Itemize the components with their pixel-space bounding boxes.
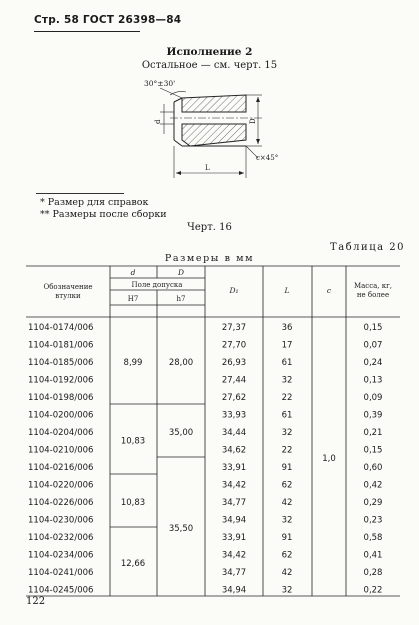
cell-L: 61	[281, 358, 293, 368]
table-name: Таблица 20	[330, 242, 405, 253]
table-units: Размеры в мм	[164, 253, 255, 264]
cell-d1: 27,70	[221, 340, 247, 351]
cell-designation: 1104-0204/006	[28, 428, 94, 438]
cell-d1: 34,42	[221, 480, 247, 491]
cell-d1: 34,94	[221, 585, 247, 596]
cell-designation: 1104-0226/006	[28, 498, 94, 508]
cell-d1: 34,77	[221, 498, 247, 508]
cell-d: 12,66	[120, 559, 146, 569]
cell-d1: 27,44	[221, 375, 247, 386]
cell-d1: 33,91	[221, 463, 247, 473]
hdr-D1: D₁	[229, 286, 239, 295]
hdr-designation-2: втулки	[55, 292, 81, 300]
cell-designation: 1104-0210/006	[28, 445, 94, 456]
dim-d: d	[154, 119, 162, 124]
note-1: * Размер для справок	[40, 197, 149, 208]
cell-mass: 0,22	[363, 585, 383, 596]
cell-designation: 1104-0232/006	[28, 533, 94, 543]
cell-L: 42	[281, 498, 293, 508]
hdr-tolerance: Поле допуска	[131, 281, 183, 289]
cell-L: 61	[281, 410, 293, 421]
cell-d1: 33,93	[221, 410, 247, 421]
cell-L: 91	[281, 533, 293, 543]
cell-mass: 0,07	[363, 340, 383, 351]
cell-L: 32	[281, 515, 293, 526]
cell-L: 32	[281, 585, 293, 596]
cell-mass: 0,15	[363, 323, 383, 333]
cell-mass: 0,29	[363, 498, 383, 508]
cell-d1: 34,77	[221, 568, 247, 578]
hdr-mass-1: Масса, кг,	[353, 282, 393, 290]
cell-L: 91	[281, 463, 293, 473]
page-header: Стр. 58 ГОСТ 26398—84	[34, 14, 182, 26]
cell-L: 22	[281, 393, 293, 403]
cell-d: 10,83	[120, 497, 146, 508]
hdr-h7-lower: h7	[176, 295, 186, 303]
hdr-c: c	[326, 286, 332, 295]
cell-L: 22	[281, 445, 293, 456]
cell-D: 28,00	[168, 357, 194, 368]
cell-designation: 1104-0216/006	[28, 463, 94, 473]
cell-d: 8,99	[123, 357, 143, 368]
cell-mass: 0,28	[363, 568, 383, 578]
cell-d: 10,83	[120, 436, 146, 447]
dim-L: L	[205, 164, 210, 172]
hdr-d: d	[130, 268, 136, 277]
figure-title: Исполнение 2	[166, 46, 253, 58]
cell-d1: 34,44	[221, 428, 247, 438]
cell-mass: 0,21	[363, 428, 383, 438]
cell-designation: 1104-0200/006	[28, 410, 94, 421]
cell-L: 62	[281, 550, 293, 561]
cell-designation: 1104-0192/006	[28, 375, 94, 386]
hdr-h7-upper: Н7	[127, 295, 139, 303]
dim-chamfer: c×45°	[256, 154, 279, 162]
cell-designation: 1104-0198/006	[28, 393, 94, 403]
dim-D: D	[249, 118, 257, 124]
cell-D: 35,50	[168, 524, 194, 534]
hdr-D: D	[177, 268, 185, 277]
cell-D: 35,00	[168, 427, 194, 438]
hdr-L: L	[284, 286, 290, 295]
cell-L: 17	[281, 340, 293, 351]
cell-d1: 34,94	[221, 515, 247, 526]
cell-mass: 0,24	[363, 358, 383, 368]
cell-L: 42	[281, 568, 293, 578]
figure-caption: Черт. 16	[187, 222, 232, 233]
cell-L: 62	[281, 480, 293, 491]
cell-L: 32	[281, 428, 293, 438]
cell-mass: 0,13	[363, 375, 383, 386]
cell-d1: 33,91	[221, 533, 247, 543]
cell-c: 1,0	[322, 454, 336, 464]
cell-d1: 27,37	[221, 323, 247, 333]
cell-designation: 1104-0230/006	[28, 515, 94, 526]
figure-subtitle: Остальное — см. черт. 15	[141, 60, 278, 71]
cell-designation: 1104-0241/006	[28, 568, 94, 578]
cell-mass: 0,09	[363, 393, 383, 403]
cell-L: 32	[281, 375, 293, 386]
cell-designation: 1104-0185/006	[28, 358, 94, 368]
cell-mass: 0,58	[363, 533, 383, 543]
cell-mass: 0,15	[363, 445, 383, 456]
cell-L: 36	[281, 323, 293, 333]
cell-designation: 1104-0220/006	[28, 480, 94, 491]
angle-label: 30°±30'	[144, 79, 176, 88]
hdr-mass-2: не более	[356, 291, 390, 299]
cell-designation: 1104-0234/006	[28, 550, 94, 561]
hdr-designation-1: Обозначение	[43, 283, 93, 291]
cell-mass: 0,23	[363, 515, 383, 526]
cell-designation: 1104-0181/006	[28, 340, 94, 351]
cell-designation: 1104-0245/006	[28, 585, 94, 596]
cell-d1: 34,62	[221, 445, 247, 456]
cell-d1: 34,42	[221, 550, 247, 561]
note-2: ** Размеры после сборки	[40, 209, 167, 220]
cell-mass: 0,39	[363, 410, 383, 421]
cell-mass: 0,60	[363, 463, 383, 473]
cell-d1: 26,93	[221, 358, 247, 368]
page-number: 122	[26, 596, 46, 607]
cell-d1: 27,62	[221, 393, 247, 403]
cell-mass: 0,42	[363, 480, 383, 491]
cell-mass: 0,41	[363, 550, 383, 561]
cell-designation: 1104-0174/006	[28, 323, 94, 333]
